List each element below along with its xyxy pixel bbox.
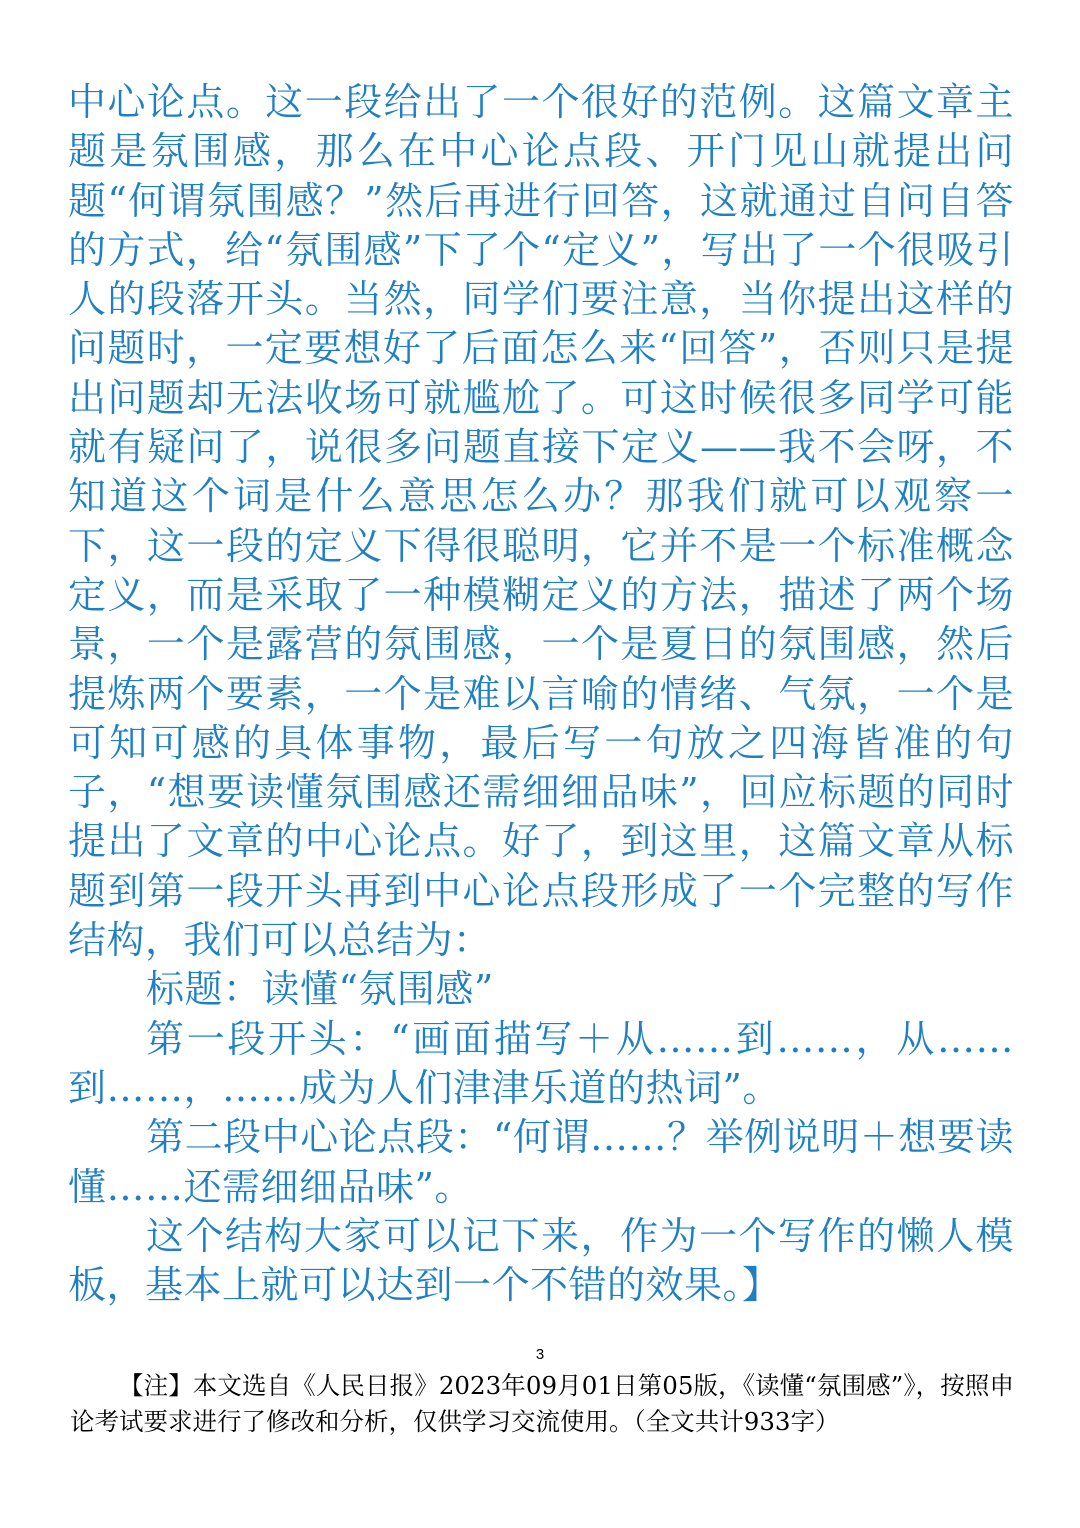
closing-paragraph: 这个结构大家可以记下来，作为一个写作的懒人模板，基本上就可以达到一个不错的效果。】 bbox=[68, 1213, 1014, 1308]
structure-paragraph-one: 第一段开头：“画面描写＋从……到……，从……到……，……成为人们津津乐道的热词”。 bbox=[68, 1016, 1014, 1110]
page-number: 3 bbox=[535, 1346, 545, 1363]
structure-title-line: 标题：读懂“氛围感” bbox=[146, 967, 494, 1012]
structure-paragraph-two: 第二段中心论点段：“何谓……？举例说明＋想要读懂……还需细细品味”。 bbox=[68, 1115, 1014, 1209]
source-note: 【注】本文选自《人民日报》2023年09月01日第05版，《读懂“氛围感”》，按照申论考试要求进行了修改和分析，仅供学习交流使用。（全文共计933字） bbox=[70, 1371, 1014, 1436]
main-analysis-paragraph: 中心论点。这一段给出了一个很好的范例。这篇文章主题是氛围感，那么在中心论点段、开门见山就提出问题“何谓氛围感？”然后再进行回答，这就通过自问自答的方式，给“氛围感”下了个“定义”，写出了一个很吸引人的段落开头。当然，同学们要注意，当你提出这样的问题时，一定要想好了后面怎么来“回答”，否则只是提出问题却无法收场可就尴尬了。可这时候很多同学可能就有疑问了，说很多问题直接下定义——我不会呀，不知道这个词是什么意思怎么办？那我们就可以观察一下，这一段的定义下得很聪明，它并不是一个标准概念定义，而是采取了一种模糊定义的方法，描述了两个场景，一个是露营的氛围感，一个是夏日的氛围感，然后提炼两个要素，一个是难以言喻的情绪、气氛，一个是可知可感的具体事物，最后写一句放之四海皆准的句子，“想要读懂氛围感还需细细品味”，回应标题的同时提出了文章的中心论点。好了，到这里，这篇文章从标题到第一段开头再到中心论点段形成了一个完整的写作结构，我们可以总结为： bbox=[68, 80, 1014, 963]
article-analysis-text bbox=[68, 78, 1014, 1310]
